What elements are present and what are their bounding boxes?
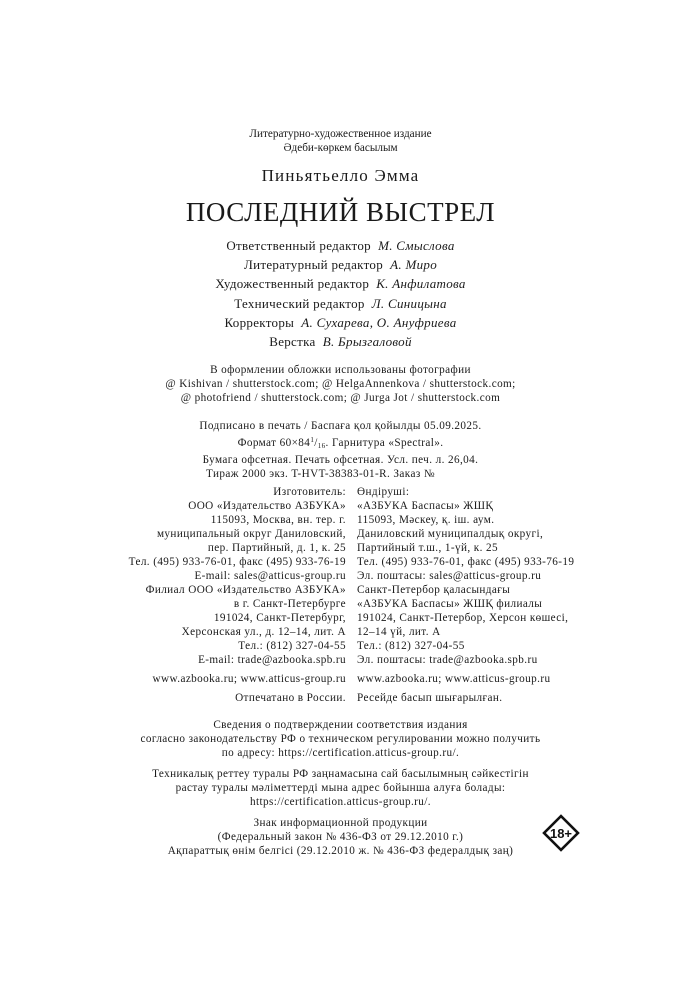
staff-line: Художественный редактор К. Анфилатова xyxy=(215,276,466,292)
publisher-kz-line: 12–14 үй, лит. А xyxy=(357,626,441,638)
certification-ru xyxy=(0,718,681,760)
publisher-ru-line: www.azbooka.ru; www.atticus-group.ru xyxy=(152,673,346,685)
info-mark-line: (Федеральный закон № 436-ФЗ от 29.12.2010 г.) xyxy=(217,831,464,843)
publisher-kz-line: Даниловский муниципалдық округі, xyxy=(357,528,544,540)
publisher-kz-column xyxy=(357,485,607,705)
book-title: ПОСЛЕДНИЙ ВЫСТРЕЛ xyxy=(185,197,496,227)
info-mark-line: Ақпараттық өнім белгісі (29.12.2010 ж. № 436-ФЗ федералдық заң) xyxy=(167,845,514,857)
cover-credit-line: @ Kishivan / shutterstock.com; @ HelgaAnnenkova / shutterstock.com; xyxy=(165,378,516,390)
print-info xyxy=(0,419,681,481)
publisher-kz-line: Эл. поштасы: trade@azbooka.spb.ru xyxy=(357,654,538,666)
staff-line: Корректоры А. Сухарева, О. Ануфриева xyxy=(224,314,457,330)
cover-credit-line: В оформлении обложки использованы фотографии xyxy=(210,364,471,376)
certification-ru-line: Сведения о подтверждении соответствия издания xyxy=(213,719,468,731)
age-rating-badge xyxy=(540,812,582,854)
publisher-ru-line: Тел.: (812) 327-04-55 xyxy=(238,640,346,652)
publisher-ru-line: Херсонская ул., д. 12–14, лит. А xyxy=(181,626,346,638)
staff-line: Верстка В. Брызгаловой xyxy=(269,334,412,350)
publisher-ru-column xyxy=(100,485,346,705)
publisher-ru-line: 115093, Москва, вн. тер. г. xyxy=(210,514,346,526)
edition-type-kz: Әдеби-көркем басылым xyxy=(283,142,398,154)
publisher-kz-line: 191024, Санкт-Петербор, Херсон көшесі, xyxy=(357,612,569,624)
publisher-kz-line: www.azbooka.ru; www.atticus-group.ru xyxy=(357,673,551,685)
publisher-kz-line: Ресейде басып шығарылған. xyxy=(357,692,503,704)
author-name: Пиньятьелло Эмма xyxy=(261,166,420,185)
publisher-kz-line: 115093, Мәскеу, қ. іш. аум. xyxy=(357,514,495,526)
certification-kz-line: Техникалық реттеу туралы РФ заңнамасына сай басылымның сәйкестігін xyxy=(152,768,529,780)
publisher-ru-line: Филиал ООО «Издательство АЗБУКА» xyxy=(145,584,346,596)
publisher-ru-line: 191024, Санкт-Петербург, xyxy=(213,612,346,624)
publisher-ru-line: муниципальный округ Даниловский, xyxy=(156,528,346,540)
staff-list xyxy=(0,236,681,351)
certification-kz-line: https://certification.atticus-group.ru/. xyxy=(250,796,431,808)
publisher-kz-line: Тел.: (812) 327-04-55 xyxy=(357,640,465,652)
print-paper: Бумага офсетная. Печать офсетная. Усл. печ. л. 26,04. xyxy=(202,454,479,466)
publisher-kz-line: Эл. поштасы: sales@atticus-group.ru xyxy=(357,570,542,582)
cover-credit-line: @ photofriend / shutterstock.com; @ Jurga Jot / shutterstock.com xyxy=(180,392,501,404)
print-format: Формат $60\times 84^1/_{16}$. Гарнитура «Spectral». xyxy=(237,436,444,450)
publisher-ru-line: E-mail: sales@atticus-group.ru xyxy=(194,570,346,582)
publisher-kz-line: «АЗБУКА Баспасы» ЖШҚ филиалы xyxy=(357,598,543,610)
publisher-ru-line: ООО «Издательство АЗБУКА» xyxy=(188,500,346,512)
edition-type-ru: Литературно-художественное издание xyxy=(249,128,432,140)
publisher-ru-line: в г. Санкт-Петербурге xyxy=(233,598,346,610)
publisher-ru-line: Тел. (495) 933-76-01, факс (495) 933-76-19 xyxy=(128,556,346,568)
print-signed: Подписано в печать / Баспаға қол қойылды 05.09.2025. xyxy=(199,420,482,432)
certification-ru-line: по адресу: https://certification.atticus-group.ru/. xyxy=(221,747,460,759)
publisher-kz-line: «АЗБУКА Баспасы» ЖШҚ xyxy=(357,500,494,512)
publisher-kz-line: Тел. (495) 933-76-01, факс (495) 933-76-19 xyxy=(357,556,575,568)
cover-credits xyxy=(0,363,681,405)
age-rating-icon xyxy=(540,812,582,854)
staff-line: Литературный редактор А. Миро xyxy=(244,257,437,273)
publisher-ru-line: Отпечатано в России. xyxy=(235,692,346,704)
publisher-ru-line: пер. Партийный, д. 1, к. 25 xyxy=(207,542,346,554)
publisher-kz-line: Санкт-Петербор қаласындағы xyxy=(357,584,511,596)
publisher-kz-line: Партийный т.ш., 1-үй, к. 25 xyxy=(357,542,499,554)
certification-kz-line: растау туралы мәліметтерді мына адрес бойынша алуға болады: xyxy=(175,782,506,794)
staff-line: Технический редактор Л. Синицына xyxy=(234,295,447,311)
certification-kz xyxy=(0,767,681,809)
info-mark-line: Знак информационной продукции xyxy=(253,817,428,829)
staff-line: Ответственный редактор М. Смыслова xyxy=(226,238,455,253)
publisher-kz-line: Өндіруші: xyxy=(357,486,410,498)
publisher-ru-line: E-mail: trade@azbooka.spb.ru xyxy=(198,654,346,666)
age-rating-text: 18+ xyxy=(549,826,573,841)
certification-ru-line: согласно законодательству РФ о техническом регулировании можно получить xyxy=(140,733,541,745)
print-run: Тираж 2000 экз. T-HVT-38383-01-R. Заказ № xyxy=(206,468,435,480)
publisher-ru-line: Изготовитель: xyxy=(273,486,346,498)
